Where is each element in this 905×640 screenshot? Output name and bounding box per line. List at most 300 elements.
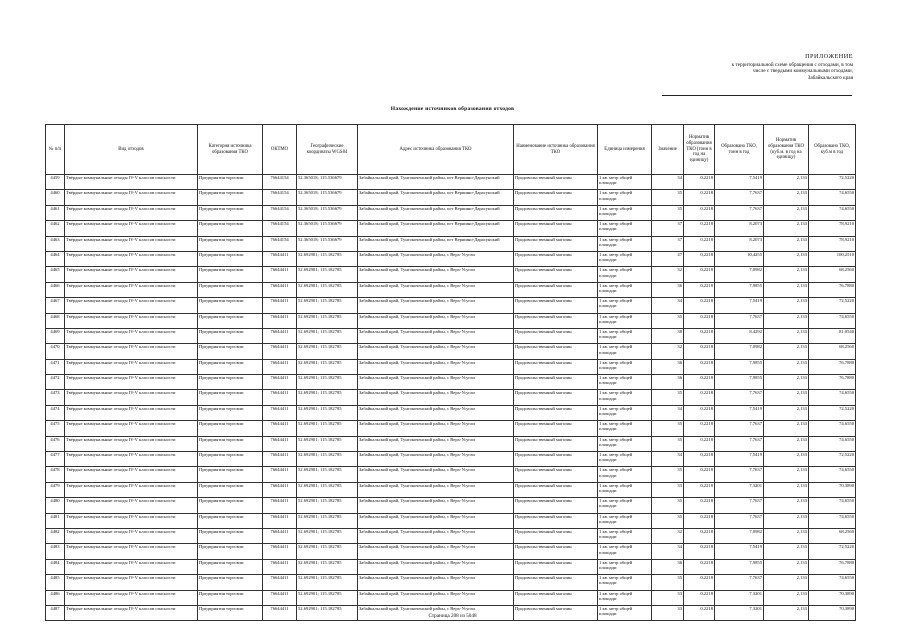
cell-source-name: Продовольственный магазин: [514, 205, 598, 220]
cell-row-number: 4483: [46, 544, 65, 559]
cell-unit: 1 кв. метр общей площади: [598, 575, 652, 590]
cell-source-name: Продовольственный магазин: [514, 267, 598, 282]
cell-norm-volume: 2,133: [764, 298, 809, 313]
table-row: [46, 175, 856, 190]
cell-source-name: Продовольственный магазин: [514, 313, 598, 328]
cell-generated-tonnes: 7,3201: [715, 482, 764, 497]
cell-source-category: Предприятия торговли: [198, 421, 263, 436]
cell-generated-volume: 81,0540: [809, 328, 856, 343]
cell-row-number: 4476: [46, 436, 65, 451]
cell-waste-type: Твёрдые коммунальные отходы IV-V классов опасности: [65, 590, 198, 605]
cell-norm-volume: 2,133: [764, 236, 809, 251]
cell-norm-volume: 2,133: [764, 175, 809, 190]
cell-unit: 1 кв. метр общей площади: [598, 251, 652, 266]
cell-norm-volume: 2,133: [764, 221, 809, 236]
cell-generated-volume: 74,6550: [809, 436, 856, 451]
cell-generated-volume: 76,7880: [809, 375, 856, 390]
cell-value: 33: [652, 482, 684, 497]
cell-generated-volume: 76,7880: [809, 359, 856, 374]
cell-source-category: Предприятия торговли: [198, 221, 263, 236]
cell-oktmo: 76644411: [263, 359, 297, 374]
cell-unit: 1 кв. метр общей площади: [598, 359, 652, 374]
cell-unit: 1 кв. метр общей площади: [598, 221, 652, 236]
cell-oktmo: 76644154: [263, 190, 297, 205]
cell-waste-type: Твёрдые коммунальные отходы IV-V классов опасности: [65, 282, 198, 297]
cell-address: Забайкальский край, Тунгокоченский район, пгт Вершино-Дарасунский: [358, 175, 514, 190]
cell-norm-tonnes: 0,2218: [684, 467, 715, 482]
cell-row-number: 4479: [46, 482, 65, 497]
cell-generated-tonnes: 7,7637: [715, 390, 764, 405]
cell-generated-volume: 74,6550: [809, 205, 856, 220]
cell-waste-type: Твёрдые коммунальные отходы IV-V классов опасности: [65, 236, 198, 251]
cell-value: 35: [652, 498, 684, 513]
cell-address: Забайкальский край, Тунгокоченский район, с Верх-Усугли: [358, 313, 514, 328]
cell-row-number: 4473: [46, 390, 65, 405]
document-title: Нахождение источников образования отходов: [390, 106, 515, 112]
cell-address: Забайкальский край, Тунгокоченский район, с Верх-Усугли: [358, 513, 514, 528]
cell-norm-tonnes: 0,2218: [684, 282, 715, 297]
cell-value: 36: [652, 375, 684, 390]
cell-address: Забайкальский край, Тунгокоченский район, с Верх-Усугли: [358, 498, 514, 513]
cell-coordinates: 52.692901; 115.182785: [297, 267, 358, 282]
cell-coordinates: 52.692901; 115.182785: [297, 251, 358, 266]
cell-row-number: 4478: [46, 467, 65, 482]
cell-norm-volume: 2,133: [764, 267, 809, 282]
cell-source-category: Предприятия торговли: [198, 405, 263, 420]
cell-norm-tonnes: 0,2218: [684, 221, 715, 236]
table-header-row: [46, 125, 856, 175]
cell-unit: 1 кв. метр общей площади: [598, 421, 652, 436]
cell-generated-tonnes: 7,9855: [715, 375, 764, 390]
cell-source-name: Продовольственный магазин: [514, 344, 598, 359]
cell-address: Забайкальский край, Тунгокоченский район, с Верх-Усугли: [358, 528, 514, 543]
cell-waste-type: Твёрдые коммунальные отходы IV-V классов опасности: [65, 605, 198, 620]
cell-row-number: 4466: [46, 282, 65, 297]
cell-source-category: Предприятия торговли: [198, 205, 263, 220]
cell-value: 32: [652, 344, 684, 359]
cell-unit: 1 кв. метр общей площади: [598, 328, 652, 343]
cell-row-number: 4485: [46, 575, 65, 590]
cell-waste-type: Твёрдые коммунальные отходы IV-V классов опасности: [65, 559, 198, 574]
column-header: Наименование источника образования ТКО: [514, 125, 598, 175]
cell-value: 33: [652, 605, 684, 620]
cell-waste-type: Твёрдые коммунальные отходы IV-V классов опасности: [65, 375, 198, 390]
cell-norm-tonnes: 0,2218: [684, 205, 715, 220]
cell-source-category: Предприятия торговли: [198, 375, 263, 390]
table-row: [46, 359, 856, 374]
cell-source-category: Предприятия торговли: [198, 344, 263, 359]
cell-oktmo: 76644154: [263, 221, 297, 236]
cell-norm-volume: 2,133: [764, 605, 809, 620]
cell-unit: 1 кв. метр общей площади: [598, 267, 652, 282]
cell-generated-volume: 78,9210: [809, 236, 856, 251]
cell-unit: 1 кв. метр общей площади: [598, 313, 652, 328]
cell-generated-volume: 74,6550: [809, 190, 856, 205]
cell-value: 35: [652, 205, 684, 220]
cell-waste-type: Твёрдые коммунальные отходы IV-V классов опасности: [65, 205, 198, 220]
cell-value: 38: [652, 328, 684, 343]
table-row: [46, 498, 856, 513]
cell-source-category: Предприятия торговли: [198, 328, 263, 343]
cell-address: Забайкальский край, Тунгокоченский район, с Верх-Усугли: [358, 375, 514, 390]
table-body: [46, 175, 856, 621]
cell-norm-tonnes: 0,2218: [684, 313, 715, 328]
cell-norm-tonnes: 0,2218: [684, 575, 715, 590]
table-row: [46, 267, 856, 282]
cell-oktmo: 76644411: [263, 436, 297, 451]
cell-unit: 1 кв. метр общей площади: [598, 605, 652, 620]
cell-source-name: Продовольственный магазин: [514, 405, 598, 420]
cell-row-number: 4471: [46, 359, 65, 374]
column-header: Образовано ТКО, куб.м в год: [809, 125, 856, 175]
cell-source-name: Продовольственный магазин: [514, 544, 598, 559]
cell-generated-tonnes: 7,7637: [715, 313, 764, 328]
cell-unit: 1 кв. метр общей площади: [598, 467, 652, 482]
cell-waste-type: Твёрдые коммунальные отходы IV-V классов опасности: [65, 513, 198, 528]
cell-value: 33: [652, 590, 684, 605]
cell-norm-tonnes: 0,2218: [684, 482, 715, 497]
cell-address: Забайкальский край, Тунгокоченский район, пгт Вершино-Дарасунский: [358, 236, 514, 251]
cell-generated-tonnes: 7,0982: [715, 528, 764, 543]
cell-coordinates: 52.365018; 115.536679: [297, 205, 358, 220]
cell-norm-tonnes: 0,2218: [684, 421, 715, 436]
cell-source-name: Продовольственный магазин: [514, 236, 598, 251]
cell-row-number: 4486: [46, 590, 65, 605]
cell-coordinates: 52.365018; 115.536679: [297, 175, 358, 190]
cell-waste-type: Твёрдые коммунальные отходы IV-V классов опасности: [65, 436, 198, 451]
cell-generated-tonnes: 7,0982: [715, 267, 764, 282]
cell-waste-type: Твёрдые коммунальные отходы IV-V классов опасности: [65, 452, 198, 467]
cell-oktmo: 76644411: [263, 452, 297, 467]
cell-generated-tonnes: 7,7637: [715, 436, 764, 451]
cell-source-name: Продовольственный магазин: [514, 375, 598, 390]
cell-source-name: Продовольственный магазин: [514, 482, 598, 497]
cell-norm-tonnes: 0,2218: [684, 559, 715, 574]
cell-generated-tonnes: 7,5419: [715, 544, 764, 559]
cell-generated-tonnes: 7,7637: [715, 467, 764, 482]
cell-norm-tonnes: 0,2218: [684, 528, 715, 543]
cell-value: 35: [652, 390, 684, 405]
cell-norm-volume: 2,133: [764, 452, 809, 467]
cell-source-name: Продовольственный магазин: [514, 251, 598, 266]
cell-oktmo: 76644411: [263, 544, 297, 559]
cell-generated-tonnes: 8,4292: [715, 328, 764, 343]
cell-address: Забайкальский край, Тунгокоченский район, с Верх-Усугли: [358, 390, 514, 405]
cell-generated-tonnes: 7,7637: [715, 513, 764, 528]
cell-waste-type: Твёрдые коммунальные отходы IV-V классов опасности: [65, 267, 198, 282]
cell-address: Забайкальский край, Тунгокоченский район, с Верх-Усугли: [358, 605, 514, 620]
cell-value: 37: [652, 236, 684, 251]
cell-norm-tonnes: 0,2218: [684, 175, 715, 190]
cell-oktmo: 76644411: [263, 559, 297, 574]
cell-norm-volume: 2,133: [764, 528, 809, 543]
cell-coordinates: 52.692901; 115.182785: [297, 313, 358, 328]
cell-address: Забайкальский край, Тунгокоченский район, с Верх-Усугли: [358, 590, 514, 605]
cell-source-category: Предприятия торговли: [198, 282, 263, 297]
cell-address: Забайкальский край, Тунгокоченский район, с Верх-Усугли: [358, 251, 514, 266]
cell-source-category: Предприятия торговли: [198, 513, 263, 528]
cell-source-name: Продовольственный магазин: [514, 452, 598, 467]
cell-coordinates: 52.692901; 115.182785: [297, 482, 358, 497]
cell-coordinates: 52.692901; 115.182785: [297, 390, 358, 405]
cell-generated-tonnes: 7,7637: [715, 498, 764, 513]
cell-oktmo: 76644411: [263, 421, 297, 436]
cell-address: Забайкальский край, Тунгокоченский район, пгт Вершино-Дарасунский: [358, 190, 514, 205]
cell-coordinates: 52.365018; 115.536679: [297, 221, 358, 236]
appendix-line: Забайкальского края: [807, 74, 853, 81]
cell-generated-tonnes: 10,4255: [715, 251, 764, 266]
cell-norm-volume: 2,133: [764, 359, 809, 374]
cell-source-name: Продовольственный магазин: [514, 221, 598, 236]
cell-generated-tonnes: 7,7637: [715, 575, 764, 590]
cell-unit: 1 кв. метр общей площади: [598, 298, 652, 313]
cell-address: Забайкальский край, Тунгокоченский район, с Верх-Усугли: [358, 421, 514, 436]
column-header: Единица измерения: [598, 125, 652, 175]
cell-generated-volume: 74,6550: [809, 421, 856, 436]
appendix-line: числе с твердыми коммунальными отходами,: [752, 68, 853, 75]
cell-waste-type: Твёрдые коммунальные отходы IV-V классов опасности: [65, 575, 198, 590]
cell-source-category: Предприятия торговли: [198, 605, 263, 620]
cell-norm-tonnes: 0,2218: [684, 359, 715, 374]
cell-unit: 1 кв. метр общей площади: [598, 175, 652, 190]
cell-generated-tonnes: 7,5419: [715, 298, 764, 313]
cell-source-name: Продовольственный магазин: [514, 590, 598, 605]
cell-oktmo: 76644411: [263, 375, 297, 390]
cell-norm-tonnes: 0,2218: [684, 405, 715, 420]
cell-address: Забайкальский край, Тунгокоченский район, с Верх-Усугли: [358, 575, 514, 590]
cell-waste-type: Твёрдые коммунальные отходы IV-V классов опасности: [65, 405, 198, 420]
cell-waste-type: Твёрдые коммунальные отходы IV-V классов опасности: [65, 344, 198, 359]
cell-source-name: Продовольственный магазин: [514, 498, 598, 513]
cell-row-number: 4475: [46, 421, 65, 436]
cell-source-name: Продовольственный магазин: [514, 190, 598, 205]
cell-oktmo: 76644411: [263, 528, 297, 543]
page-footer: Страница 208 из 5048: [428, 613, 477, 619]
cell-source-category: Предприятия торговли: [198, 590, 263, 605]
cell-unit: 1 кв. метр общей площади: [598, 544, 652, 559]
cell-generated-tonnes: 7,9855: [715, 559, 764, 574]
cell-oktmo: 76644411: [263, 482, 297, 497]
cell-coordinates: 52.692901; 115.182785: [297, 544, 358, 559]
cell-source-category: Предприятия торговли: [198, 313, 263, 328]
table-row: [46, 559, 856, 574]
cell-row-number: 4470: [46, 344, 65, 359]
cell-source-category: Предприятия торговли: [198, 190, 263, 205]
cell-norm-tonnes: 0,2218: [684, 267, 715, 282]
cell-norm-volume: 2,133: [764, 313, 809, 328]
cell-norm-tonnes: 0,2218: [684, 251, 715, 266]
table-row: [46, 405, 856, 420]
cell-coordinates: 52.692901; 115.182785: [297, 421, 358, 436]
cell-unit: 1 кв. метр общей площади: [598, 405, 652, 420]
cell-address: Забайкальский край, Тунгокоченский район, с Верх-Усугли: [358, 328, 514, 343]
cell-unit: 1 кв. метр общей площади: [598, 513, 652, 528]
cell-unit: 1 кв. метр общей площади: [598, 452, 652, 467]
cell-source-category: Предприятия торговли: [198, 559, 263, 574]
cell-norm-tonnes: 0,2218: [684, 328, 715, 343]
cell-value: 35: [652, 436, 684, 451]
cell-coordinates: 52.692901; 115.182785: [297, 575, 358, 590]
cell-address: Забайкальский край, Тунгокоченский район, с Верх-Усугли: [358, 467, 514, 482]
cell-row-number: 4460: [46, 190, 65, 205]
column-header: Значение: [652, 125, 684, 175]
cell-norm-volume: 2,133: [764, 421, 809, 436]
cell-norm-tonnes: 0,2218: [684, 452, 715, 467]
cell-generated-volume: 68,2560: [809, 344, 856, 359]
cell-waste-type: Твёрдые коммунальные отходы IV-V классов опасности: [65, 390, 198, 405]
column-header: Образовано ТКО, тонн в год: [715, 125, 764, 175]
cell-value: 34: [652, 544, 684, 559]
table-row: [46, 375, 856, 390]
cell-value: 35: [652, 421, 684, 436]
cell-generated-tonnes: 7,0982: [715, 344, 764, 359]
appendix-line: к территориальной схеме обращения с отходами, в том: [731, 61, 853, 68]
table-row: [46, 590, 856, 605]
table-row: [46, 452, 856, 467]
cell-source-name: Продовольственный магазин: [514, 605, 598, 620]
cell-generated-volume: 72,5220: [809, 175, 856, 190]
cell-norm-volume: 2,133: [764, 405, 809, 420]
cell-norm-volume: 2,133: [764, 375, 809, 390]
cell-generated-tonnes: 7,3201: [715, 605, 764, 620]
cell-generated-volume: 76,7880: [809, 282, 856, 297]
cell-value: 47: [652, 251, 684, 266]
cell-oktmo: 76644411: [263, 498, 297, 513]
cell-source-category: Предприятия торговли: [198, 359, 263, 374]
cell-generated-tonnes: 8,2073: [715, 236, 764, 251]
cell-row-number: 4461: [46, 205, 65, 220]
cell-unit: 1 кв. метр общей площади: [598, 436, 652, 451]
appendix-divider: [662, 95, 852, 96]
table-row: [46, 421, 856, 436]
cell-generated-tonnes: 7,9855: [715, 282, 764, 297]
column-header: Норматив образования ТКО (куб.м. в год на единицу): [764, 125, 809, 175]
cell-row-number: 4474: [46, 405, 65, 420]
cell-waste-type: Твёрдые коммунальные отходы IV-V классов опасности: [65, 313, 198, 328]
cell-norm-tonnes: 0,2218: [684, 236, 715, 251]
cell-generated-tonnes: 7,5419: [715, 405, 764, 420]
cell-coordinates: 52.692901; 115.182785: [297, 605, 358, 620]
cell-norm-volume: 2,133: [764, 328, 809, 343]
cell-unit: 1 кв. метр общей площади: [598, 344, 652, 359]
table-row: [46, 390, 856, 405]
appendix-heading: ПРИЛОЖЕНИЕ: [805, 53, 853, 60]
cell-oktmo: 76644411: [263, 267, 297, 282]
cell-source-category: Предприятия торговли: [198, 251, 263, 266]
cell-norm-tonnes: 0,2218: [684, 513, 715, 528]
cell-source-name: Продовольственный магазин: [514, 390, 598, 405]
cell-source-name: Продовольственный магазин: [514, 559, 598, 574]
cell-source-name: Продовольственный магазин: [514, 175, 598, 190]
cell-norm-tonnes: 0,2218: [684, 544, 715, 559]
cell-row-number: 4472: [46, 375, 65, 390]
cell-coordinates: 52.692901; 115.182785: [297, 405, 358, 420]
cell-oktmo: 76644154: [263, 205, 297, 220]
cell-generated-volume: 78,9210: [809, 221, 856, 236]
table-row: [46, 482, 856, 497]
cell-unit: 1 кв. метр общей площади: [598, 282, 652, 297]
cell-address: Забайкальский край, Тунгокоченский район, с Верх-Усугли: [358, 267, 514, 282]
cell-norm-volume: 2,133: [764, 282, 809, 297]
cell-norm-volume: 2,133: [764, 513, 809, 528]
cell-row-number: 4467: [46, 298, 65, 313]
cell-unit: 1 кв. метр общей площади: [598, 205, 652, 220]
cell-coordinates: 52.692901; 115.182785: [297, 498, 358, 513]
cell-row-number: 4480: [46, 498, 65, 513]
table-row: [46, 575, 856, 590]
cell-coordinates: 52.692901; 115.182785: [297, 528, 358, 543]
cell-oktmo: 76644411: [263, 344, 297, 359]
cell-row-number: 4459: [46, 175, 65, 190]
cell-source-category: Предприятия торговли: [198, 236, 263, 251]
cell-row-number: 4469: [46, 328, 65, 343]
table-row: [46, 513, 856, 528]
cell-row-number: 4487: [46, 605, 65, 620]
cell-generated-volume: 74,6550: [809, 498, 856, 513]
cell-coordinates: 52.692901; 115.182785: [297, 298, 358, 313]
table-row: [46, 282, 856, 297]
cell-source-category: Предприятия торговли: [198, 528, 263, 543]
column-header: Норматив образования ТКО (тонн в год на единицу): [684, 125, 715, 175]
cell-value: 35: [652, 190, 684, 205]
cell-norm-tonnes: 0,2218: [684, 390, 715, 405]
cell-source-name: Продовольственный магазин: [514, 467, 598, 482]
cell-row-number: 4468: [46, 313, 65, 328]
cell-coordinates: 52.692901; 115.182785: [297, 282, 358, 297]
cell-unit: 1 кв. метр общей площади: [598, 482, 652, 497]
cell-generated-tonnes: 8,2073: [715, 221, 764, 236]
cell-value: 36: [652, 282, 684, 297]
cell-generated-tonnes: 7,5419: [715, 452, 764, 467]
cell-address: Забайкальский край, Тунгокоченский район, пгт Вершино-Дарасунский: [358, 205, 514, 220]
cell-value: 35: [652, 575, 684, 590]
cell-value: 35: [652, 467, 684, 482]
cell-waste-type: Твёрдые коммунальные отходы IV-V классов опасности: [65, 528, 198, 543]
cell-oktmo: 76644411: [263, 298, 297, 313]
cell-coordinates: 52.692901; 115.182785: [297, 467, 358, 482]
cell-norm-volume: 2,133: [764, 575, 809, 590]
cell-oktmo: 76644411: [263, 513, 297, 528]
cell-norm-tonnes: 0,2218: [684, 498, 715, 513]
cell-oktmo: 76644154: [263, 175, 297, 190]
cell-address: Забайкальский край, Тунгокоченский район, с Верх-Усугли: [358, 452, 514, 467]
cell-generated-volume: 72,5220: [809, 298, 856, 313]
cell-oktmo: 76644411: [263, 390, 297, 405]
cell-norm-volume: 2,133: [764, 344, 809, 359]
cell-waste-type: Твёрдые коммунальные отходы IV-V классов опасности: [65, 190, 198, 205]
column-header: Вид отходов: [65, 125, 198, 175]
cell-source-category: Предприятия торговли: [198, 575, 263, 590]
column-header: ОКТМО: [263, 125, 297, 175]
cell-row-number: 4464: [46, 251, 65, 266]
cell-source-name: Продовольственный магазин: [514, 575, 598, 590]
cell-unit: 1 кв. метр общей площади: [598, 528, 652, 543]
cell-norm-tonnes: 0,2218: [684, 190, 715, 205]
cell-norm-tonnes: 0,2218: [684, 298, 715, 313]
cell-value: 35: [652, 513, 684, 528]
cell-generated-tonnes: 7,7637: [715, 421, 764, 436]
cell-norm-volume: 2,133: [764, 590, 809, 605]
cell-generated-volume: 74,6550: [809, 575, 856, 590]
cell-source-category: Предприятия торговли: [198, 544, 263, 559]
cell-norm-volume: 2,133: [764, 559, 809, 574]
cell-source-name: Продовольственный магазин: [514, 421, 598, 436]
cell-unit: 1 кв. метр общей площади: [598, 390, 652, 405]
cell-generated-volume: 70,3890: [809, 590, 856, 605]
cell-row-number: 4465: [46, 267, 65, 282]
cell-generated-volume: 74,6550: [809, 313, 856, 328]
cell-coordinates: 52.692901; 115.182785: [297, 328, 358, 343]
